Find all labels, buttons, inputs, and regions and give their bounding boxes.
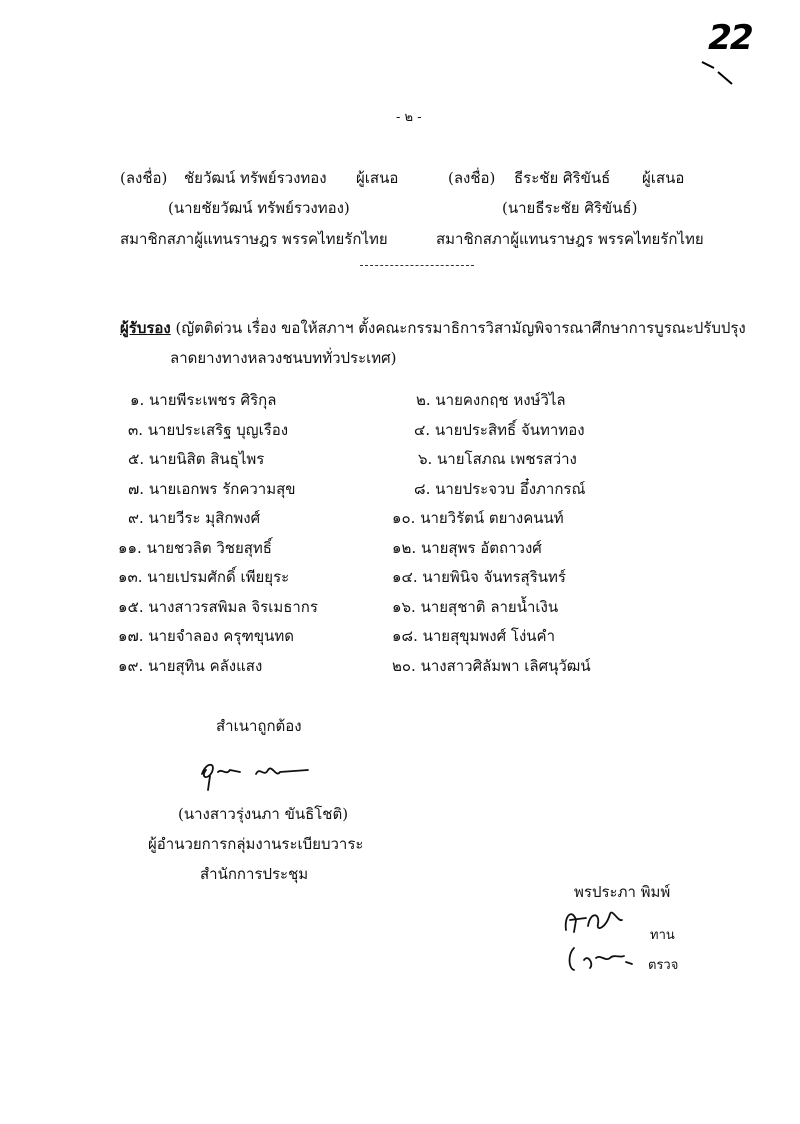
- endorser-16: ๑๖. นายสุชาติ ลายน้ำเงิน: [392, 597, 559, 616]
- endorser-19: ๑๙. นายสุทิน คลังแสง: [118, 656, 263, 675]
- endorser-9: ๙. นายวีระ มุสิกพงศ์: [128, 509, 261, 527]
- endorser-8: ๘. นายประจวบ อึ๋งภากรณ์: [414, 479, 586, 498]
- proposer-2-signature: ธีระชัย ศิริขันธ์: [514, 169, 611, 187]
- endorser-11: ๑๑. นายชวลิต วิชยสุทธิ์: [118, 538, 272, 557]
- endorser-7: ๗. นายเอกพร รักความสุข: [128, 479, 296, 498]
- endorsement-subject-line-2: ลาดยางทางหลวงชนบททั่วประเทศ): [170, 349, 397, 367]
- printer-credit: พรประภา พิมพ์: [574, 883, 671, 901]
- transcribe-label: ทาน: [650, 928, 675, 943]
- proposer-1-signature: ชัยวัฒน์ ทรัพย์รวงทอง: [184, 169, 327, 187]
- transcriber-signature: [560, 902, 650, 936]
- proposer-1-sign-prefix: (ลงชื่อ): [120, 169, 168, 187]
- proposer-1-printed-name: (นายชัยวัฒน์ ทรัพย์รวงทอง): [168, 199, 350, 217]
- section-divider: [360, 265, 474, 266]
- endorser-3: ๓. นายประเสริฐ บุญเรือง: [128, 420, 289, 439]
- certifier-name: (นางสาวรุ่งนภา ขันธิโชติ): [178, 805, 349, 823]
- page-number: - ๒ -: [396, 110, 422, 125]
- endorser-4: ๔. นายประสิทธิ์ จันทาทอง: [414, 420, 585, 439]
- proposer-2-role: ผู้เสนอ: [642, 169, 685, 187]
- reviewer-signature: [566, 940, 656, 974]
- endorser-12: ๑๒. นายสุพร อัตถาวงศ์: [392, 538, 542, 557]
- endorsement-heading: ผู้รับรอง: [120, 319, 171, 337]
- endorser-18: ๑๘. นายสุขุมพงศ์ โง่นคำ: [392, 627, 555, 645]
- proposer-2-sign-prefix: (ลงชื่อ): [448, 169, 496, 187]
- endorser-14: ๑๔. นายพินิจ จันทรสุรินทร์: [392, 568, 566, 586]
- endorser-6: ๖. นายโสภณ เพชรสว่าง: [418, 450, 577, 468]
- certifier-office: สำนักการประชุม: [200, 865, 309, 883]
- endorser-17: ๑๗. นายจำลอง ครุฑขุนทด: [118, 627, 294, 645]
- proposer-1-position: สมาชิกสภาผู้แทนราษฎร พรรคไทยรักไทย: [120, 230, 388, 248]
- certifier-signature: [196, 754, 316, 794]
- certifier-position: ผู้อำนวยการกลุ่มงานระเบียบวาระ: [148, 835, 364, 853]
- endorser-1: ๑. นายพีระเพชร ศิริกุล: [130, 391, 277, 409]
- endorser-5: ๕. นายนิสิต สินธุไพร: [128, 450, 265, 468]
- endorser-2: ๒. นายคงกฤช หงษ์วิไล: [416, 391, 566, 409]
- endorsers-right-column: [392, 386, 732, 681]
- proposer-2-position: สมาชิกสภาผู้แทนราษฎร พรรคไทยรักไทย: [436, 230, 704, 248]
- corner-pen-stroke: [700, 58, 736, 88]
- endorser-20: ๒๐. นางสาวศิลัมพา เลิศนุวัฒน์: [392, 656, 591, 675]
- proposer-1-role: ผู้เสนอ: [356, 169, 399, 187]
- endorser-15: ๑๕. นางสาวรสพิมล จิรเมธากร: [118, 597, 318, 616]
- review-label: ตรวจ: [648, 958, 679, 973]
- proposer-2-printed-name: (นายธีระชัย ศิริขันธ์): [502, 199, 638, 217]
- endorser-10: ๑๐. นายวิรัตน์ ตยางคนนท์: [392, 509, 564, 527]
- endorsement-subject-line-1: (ญัตติด่วน เรื่อง ขอให้สภาฯ ตั้งคณะกรรมาธิการวิสามัญพิจารณาศึกษาการบูรณะปรับปรุง: [175, 319, 746, 337]
- certification-title: สำเนาถูกต้อง: [216, 717, 302, 735]
- endorsement-line-1: [120, 316, 746, 340]
- corner-number-mark: 22: [703, 18, 756, 58]
- endorser-13: ๑๓. นายเปรมศักดิ์ เพียยุระ: [118, 568, 290, 586]
